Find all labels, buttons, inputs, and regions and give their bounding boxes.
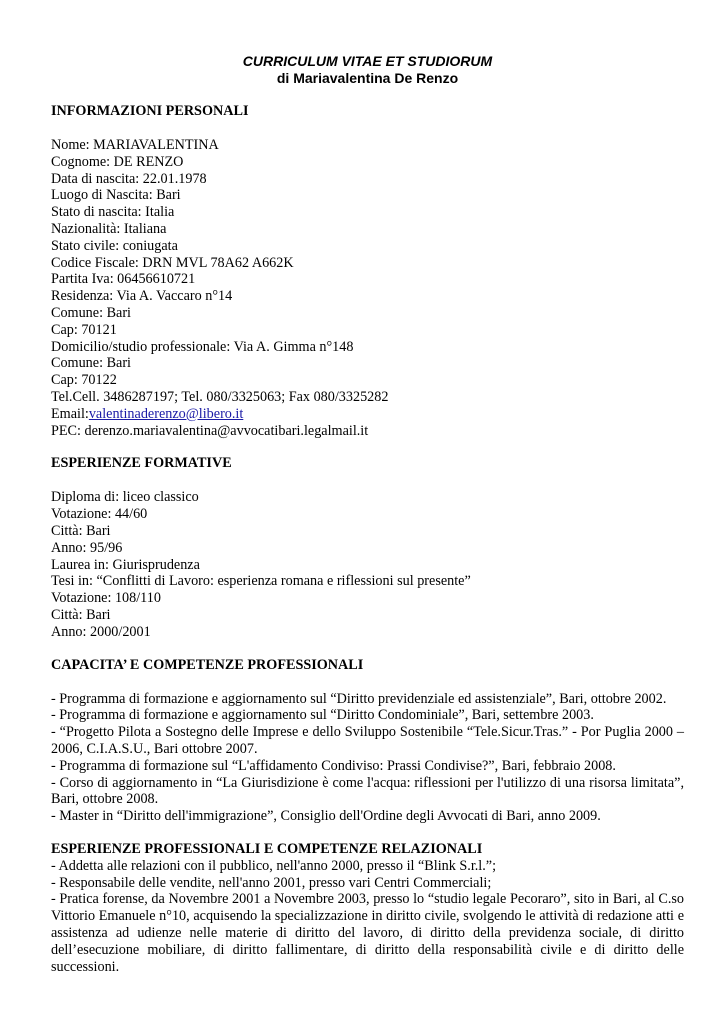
section-skills <box>51 657 684 825</box>
email-label: Email: <box>51 405 89 422</box>
experience-item: - Pratica forense, da Novembre 2001 a Novembre 2003, presso lo “studio legale Pecoraro”, sito in Bari, al C.so Vittorio Emanuele n°10, acquisendo la specializzazione in diritto civile, svolgendo le attività di redazione atti e assistenza ad udienze nelle materie di diritto del lavoro, di diritto della previdenza sociale, di diritto dell’esecuzione mobiliare, di diritto fallimentare, di diritto della responsabilità civile e di diritto delle successioni. <box>51 891 684 975</box>
section-heading-personal: INFORMAZIONI PERSONALI <box>51 103 249 119</box>
email-line <box>51 406 684 423</box>
experience-item: - Addetta alle relazioni con il pubblico, nell'anno 2000, presso il “Blink S.r.l.”; <box>51 857 497 874</box>
section-training <box>51 455 684 640</box>
cv-document <box>51 53 684 975</box>
personal-line: Cognome: DE RENZO <box>51 153 184 170</box>
document-title: CURRICULUM VITAE ET STUDIORUM <box>242 53 493 69</box>
training-line: Città: Bari <box>51 522 111 539</box>
section-personal-info <box>51 103 684 439</box>
personal-line: Nazionalità: Italiana <box>51 220 167 237</box>
training-line: Votazione: 44/60 <box>51 506 148 523</box>
training-line: Tesi in: “Conflitti di Lavoro: esperienza romana e riflessioni sul presente” <box>51 573 471 590</box>
experience-item: - Responsabile delle vendite, nell'anno 2001, presso vari Centri Commerciali; <box>51 874 492 891</box>
skill-item: - Corso di aggiornamento in “La Giurisdizione è come l'acqua: riflessioni per l'utilizzo di una risorsa limitata”, Bari, ottobre 2008. <box>51 774 684 808</box>
personal-line: Cap: 70122 <box>51 372 117 389</box>
personal-line: Comune: Bari <box>51 304 131 321</box>
section-heading-experience: ESPERIENZE PROFESSIONALI E COMPETENZE RELAZIONALI <box>51 840 483 857</box>
email-link[interactable]: valentinaderenzo@libero.it <box>88 405 244 422</box>
pec-line: PEC: derenzo.mariavalentina@avvocatibari.legalmail.it <box>51 422 369 439</box>
training-line: Votazione: 108/110 <box>51 590 161 607</box>
skill-item: - Master in “Diritto dell'immigrazione”, Consiglio dell'Ordine degli Avvocati di Bari, anno 2009. <box>51 808 601 825</box>
section-heading-skills: CAPACITA’ E COMPETENZE PROFESSIONALI <box>51 656 364 673</box>
training-line: Diploma di: liceo classico <box>51 489 199 506</box>
document-header <box>51 53 684 87</box>
training-line: Laurea in: Giurisprudenza <box>51 556 200 573</box>
section-heading-training: ESPERIENZE FORMATIVE <box>51 455 232 472</box>
personal-line: Residenza: Via A. Vaccaro n°14 <box>51 288 233 305</box>
personal-line: Luogo di Nascita: Bari <box>51 187 181 204</box>
personal-line: Domicilio/studio professionale: Via A. Gimma n°148 <box>51 338 354 355</box>
personal-line: Stato civile: coniugata <box>51 237 178 254</box>
personal-line: Partita Iva: 06456610721 <box>51 271 196 288</box>
skill-item: - Programma di formazione e aggiornamento sul “Diritto previdenziale ed assistenziale”, Bari, ottobre 2002. <box>51 690 667 707</box>
personal-line: Codice Fiscale: DRN MVL 78A62 A662K <box>51 254 294 271</box>
document-subtitle: di Mariavalentina De Renzo <box>276 70 459 86</box>
personal-line: Stato di nascita: Italia <box>51 204 175 221</box>
training-line: Anno: 95/96 <box>51 539 123 556</box>
section-experience <box>51 841 684 976</box>
personal-line: Data di nascita: 22.01.1978 <box>51 170 207 187</box>
training-line: Città: Bari <box>51 606 111 623</box>
personal-line: Cap: 70121 <box>51 321 117 338</box>
skill-item: - Programma di formazione e aggiornamento sul “Diritto Condominiale”, Bari, settembre 2003. <box>51 707 594 724</box>
personal-line: Comune: Bari <box>51 355 131 372</box>
skill-item: - Programma di formazione sul “L'affidamento Condiviso: Prassi Condivise?”, Bari, febbraio 2008. <box>51 757 616 774</box>
personal-line: Nome: MARIAVALENTINA <box>51 137 219 153</box>
personal-line: Tel.Cell. 3486287197; Tel. 080/3325063; Fax 080/3325282 <box>51 388 389 405</box>
training-line: Anno: 2000/2001 <box>51 623 151 640</box>
skill-item: - “Progetto Pilota a Sostegno delle Imprese e dello Sviluppo Sostenibile “Tele.Sicur.Tras.” - Por Puglia 2000 – 2006, C.I.A.S.U., Bari ottobre 2007. <box>51 724 684 757</box>
